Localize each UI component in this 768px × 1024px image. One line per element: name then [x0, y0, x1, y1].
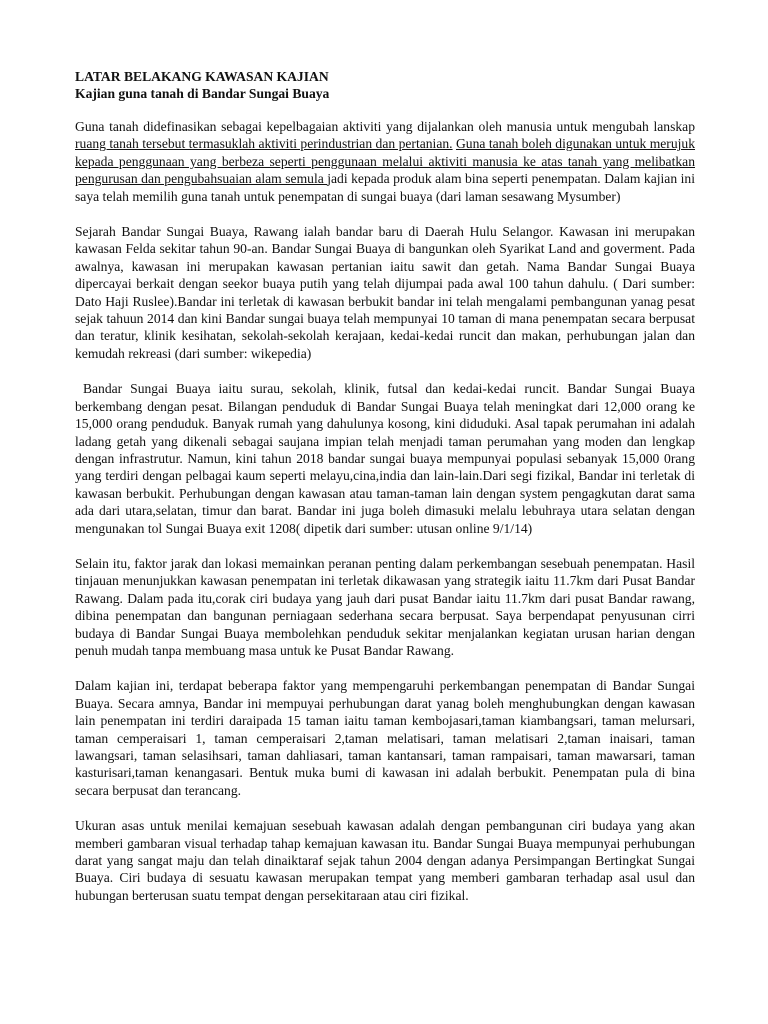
paragraph-1-underline-2: Guna tanah boleh digunakan untuk merujuk kepada penggunaan yang berbeza seperti penggunaan melalui aktiviti manusia ke atas tanah yang melibatkan pengurusan dan pengubahsuaian alam semula	[75, 136, 696, 187]
paragraph-1-text-c: jadi kepada produk alam bina seperti penempatan. Dalam kajian ini saya telah memilih guna tanah untuk penempatan di sungai buaya (dari laman sesawang Mysumber)	[75, 171, 695, 204]
paragraph-3: Bandar Sungai Buaya iaitu surau, sekolah, klinik, futsal dan kedai-kedai runcit. Bandar Sungai Buaya berkembang dengan pesat. Bilangan penduduk di Bandar Sungai Buaya telah meningkat dari 12,000 orang ke 15,000 orang penduduk. Banyak rumah yang dahulunya kosong, kini diduduki. Asal tapak perumahan ini adalah ladang getah yang dikenali sebagai saujana impian telah menjadi taman perumahan yang moden dan lengkap dengan infrastrutur. Namun, kini tahun 2018 bandar sungai buaya mempunyai populasi sebanyak 15,000 0rang yang terdiri dengan pelbagai kaum seperti melayu,cina,india dan lain-lain.Dari segi fizikal, Bandar ini terletak di kawasan berbukit. Perhubungan dengan kawasan atau taman-taman lain dengan system pengagkutan darat sama ada dari utara,selatan, timur dan barat. Bandar ini juga boleh dimasuki melalu lebuhraya utara selatan dengan mengunakan tol Sungai Buaya exit 1208( dipetik dari sumber: utusan online 9/1/14)	[75, 381, 699, 536]
document-body	[75, 68, 699, 904]
paragraph-1-underline-1: ruang tanah tersebut termasuklah aktiviti perindustrian dan pertanian.	[75, 136, 453, 152]
paragraph-1-text-a: Guna tanah didefinasikan sebagai kepelbagaian aktiviti yang dijalankan oleh manusia untuk mengubah lanskap	[75, 119, 695, 134]
page-title: LATAR BELAKANG KAWASAN KAJIAN	[75, 69, 329, 84]
paragraph-2: Sejarah Bandar Sungai Buaya, Rawang ialah bandar baru di Daerah Hulu Selangor. Kawasan ini merupakan kawasan Felda sekitar tahun 90-an. Bandar Sungai Buaya di bangunkan oleh Syarikat Land and goverment. Pada awalnya, kawasan ini merupakan kawasan pertanian iaitu sawit dan getah. Nama Bandar Sungai Buaya dipercayai berkait dengan seekor buaya putih yang telah dijumpai pada awal 100 tahun dahulu. ( Dari sumber: Dato Haji Ruslee).Bandar ini terletak di kawasan berbukit bandar ini telah mengalami pembangunan yanag pesat sejak tahuun 2014 dan kini Bandar sungai buaya telah mempunyai 10 taman di mana penempatan secara berpusat dan teratur, klinik kesihatan, sekolah-sekolah kerajaan, kedai-kedai runcit dan makan, perhubungan jalan dan kemudah rekreasi (dari sumber: wikepedia)	[75, 224, 695, 361]
paragraph-6: Ukuran asas untuk menilai kemajuan sesebuah kawasan adalah dengan pembangunan ciri budaya yang akan memberi gambaran visual terhadap tahap kemajuan kawasan itu. Bandar Sungai Buaya mempunyai perhubungan darat yang sangat maju dan telah dinaiktaraf sejak tahun 2004 dengan adanya Persimpangan Bertingkat Sungai Buaya. Ciri budaya di sesuatu kawasan merupakan tempat yang memberi gambaran terhadap asal usul dan hubungan berterusan suatu tempat dengan persekitaraan atau ciri fizikal.	[75, 818, 695, 903]
paragraph-4: Selain itu, faktor jarak dan lokasi memainkan peranan penting dalam perkembangan sesebuah penempatan. Hasil tinjauan menunjukkan kawasan penempatan ini terletak dikawasan yang strategik iaitu 11.7km dari Pusat Bandar Rawang. Dalam pada itu,corak ciri budaya yang jauh dari pusat Bandar iaitu 11.7km dari pusat Bandar rawang, dibina penempatan dan bangunan perniagaan sederhana secara berpusat. Saya berpendapat penyusunan cirri budaya di Bandar Sungai Buaya membolehkan penduduk sekitar menjalankan kegiatan urusan harian dengan penuh mudah tanpa membuang masa untuk ke Pusat Bandar Rawang.	[75, 555, 695, 658]
paragraph-1	[75, 118, 695, 205]
paragraph-5: Dalam kajian ini, terdapat beberapa faktor yang mempengaruhi perkembangan penempatan di Bandar Sungai Buaya. Secara amnya, Bandar ini mempuyai perhubungan darat yanag boleh menghubungkan dengan kawasan lain penempatan ini terdiri daraipada 15 taman iaitu taman kembojasari,taman kiambangsari, taman melursari, taman cemperaisari 1, taman cemperaisari 2,taman melatisari, taman melatisari 2,taman inaisari, taman lawangsari, taman selasihsari, taman dahliasari, taman kantansari, taman rampaisari, taman mawarsari, taman kasturisari,taman kenangasari. Bentuk muka bumi di kawasan ini adalah berbukit. Penempatan pula di bina secara berpusat dan terancang.	[75, 678, 695, 798]
page-subtitle: Kajian guna tanah di Bandar Sungai Buaya	[75, 86, 330, 101]
